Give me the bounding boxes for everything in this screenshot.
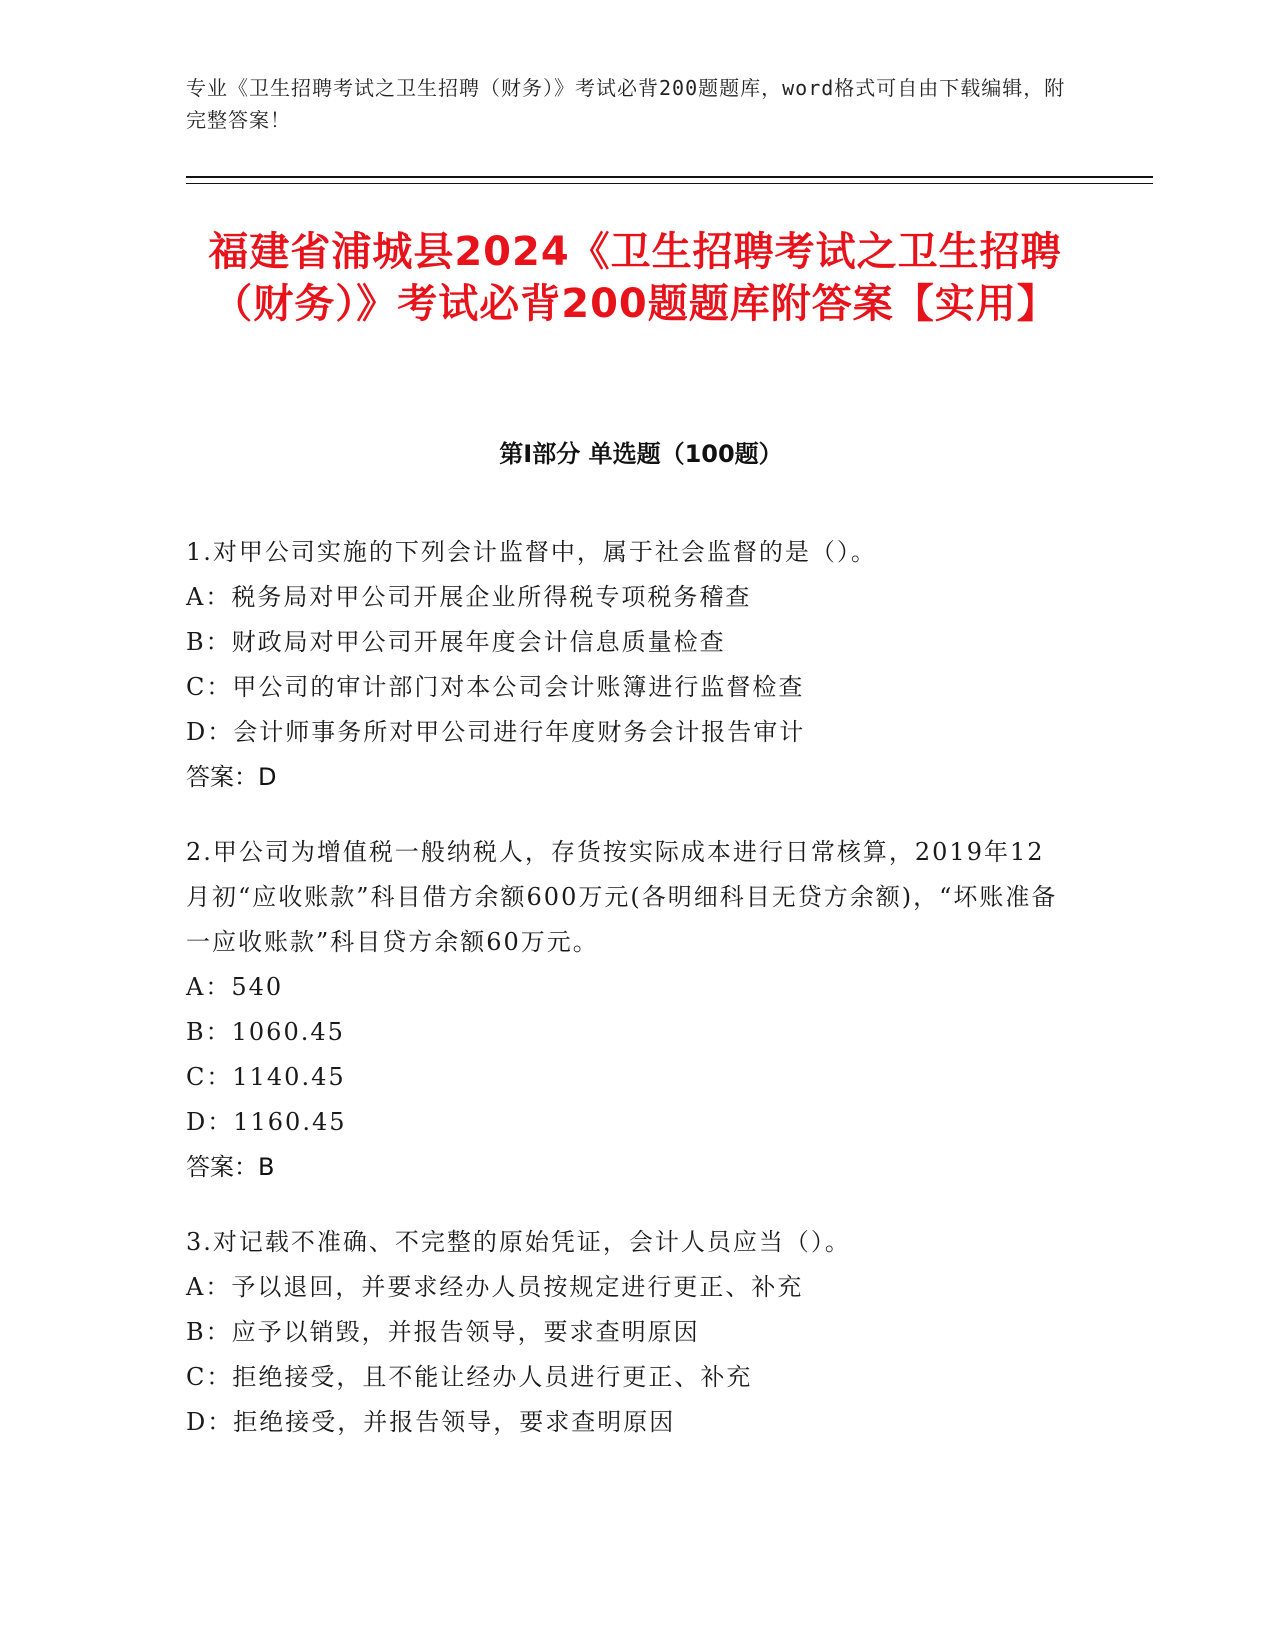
header-rule-thick xyxy=(186,176,1153,178)
question-stem: 2.甲公司为增值税一般纳税人，存货按实际成本进行日常核算，2019年12月初“应收账款”科目借方余额600万元(各明细科目无贷方余额)，“坏账准备一应收账款”科目贷方余额60万元。 xyxy=(186,838,1058,956)
option-c: C：1140.45 xyxy=(186,1063,346,1091)
option-a: A：540 xyxy=(186,973,284,1001)
section-heading: 第I部分 单选题（100题） xyxy=(499,440,783,468)
question-2 xyxy=(186,830,1066,1190)
option-d: D：会计师事务所对甲公司进行年度财务会计报告审计 xyxy=(186,718,806,746)
question-stem: 3.对记载不准确、不完整的原始凭证，会计人员应当（）。 xyxy=(186,1228,851,1256)
question-3 xyxy=(186,1220,1066,1445)
option-c: C：甲公司的审计部门对本公司会计账簿进行监督检查 xyxy=(186,673,805,701)
option-b: B：1060.45 xyxy=(186,1018,345,1046)
answer-line: 答案：D xyxy=(186,763,277,791)
question-list xyxy=(186,530,1066,1475)
question-1 xyxy=(186,530,1066,800)
header-note: 专业《卫生招聘考试之卫生招聘（财务）》考试必背200题题库，word格式可自由下载编辑，附完整答案！ xyxy=(186,76,1066,132)
option-b: B：财政局对甲公司开展年度会计信息质量检查 xyxy=(186,628,726,656)
question-stem: 1.对甲公司实施的下列会计监督中，属于社会监督的是（）。 xyxy=(186,538,877,566)
option-a: A：税务局对甲公司开展企业所得税专项税务稽查 xyxy=(186,583,752,611)
answer-line: 答案：B xyxy=(186,1153,275,1181)
header-rule-thin xyxy=(186,183,1153,184)
option-d: D：拒绝接受，并报告领导，要求查明原因 xyxy=(186,1408,676,1436)
option-d: D：1160.45 xyxy=(186,1108,347,1136)
document-title: 福建省浦城县2024《卫生招聘考试之卫生招聘（财务）》考试必背200题题库附答案【实用】 xyxy=(208,229,1062,327)
option-a: A：予以退回，并要求经办人员按规定进行更正、补充 xyxy=(186,1273,804,1301)
option-c: C：拒绝接受，且不能让经办人员进行更正、补充 xyxy=(186,1363,753,1391)
option-b: B：应予以销毁，并报告领导，要求查明原因 xyxy=(186,1318,700,1346)
